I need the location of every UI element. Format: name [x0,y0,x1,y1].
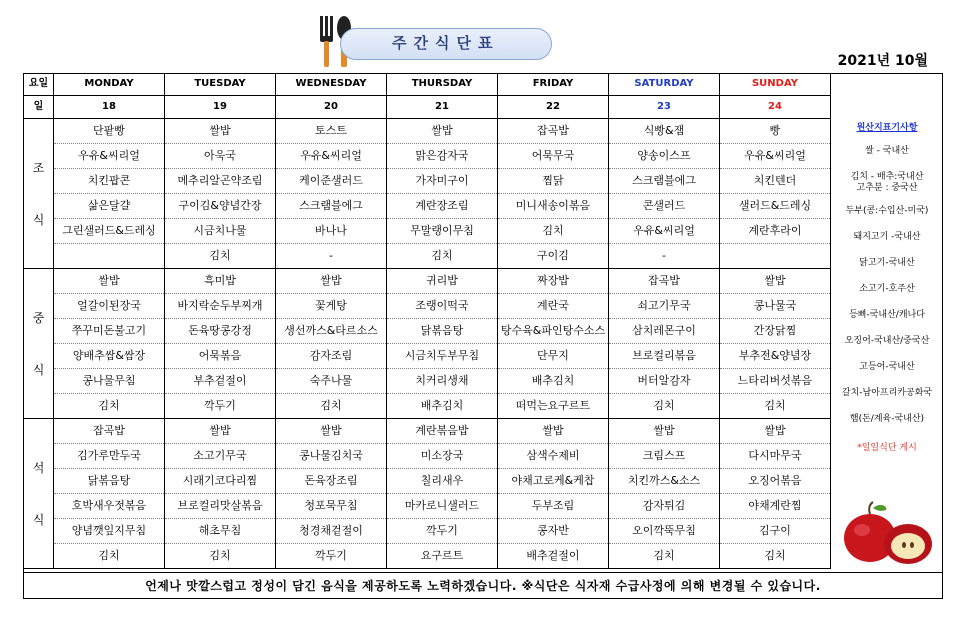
day-name: SUNDAY [720,73,831,96]
menu-item: 삼치레몬구이 [609,319,720,344]
menu-item: 바지락순두부찌개 [165,294,276,319]
menu-item: 김구이 [720,519,831,544]
menu-item: 맑은감자국 [387,144,498,169]
menu-item: 깍두기 [387,519,498,544]
menu-item: 청경채겉절이 [276,519,387,544]
menu-item: 우유&씨리얼 [276,144,387,169]
menu-item: 감자조림 [276,344,387,369]
day-date: 20 [276,96,387,119]
menu-item: 토스트 [276,119,387,144]
origin-title: 원산지표기사항 [856,123,918,133]
menu-row [24,494,831,519]
menu-item: 무말랭이무침 [387,219,498,244]
menu-item: 케이준샐러드 [276,169,387,194]
menu-item: 스크램블에그 [609,169,720,194]
menu-item: 두부조림 [498,494,609,519]
menu-item: 계란볶음밥 [387,419,498,444]
menu-item: 오이깍뚝무침 [609,519,720,544]
header [0,0,972,75]
year-month: 2021년 10월 [837,53,928,69]
origin-item: 오징어-국내산/중국산 [844,336,930,346]
apple-image [840,500,936,566]
menu-row [24,544,831,569]
menu-item: 돈육땅콩강정 [165,319,276,344]
menu-item: 김치 [609,394,720,419]
menu-item: 짜장밥 [498,269,609,294]
menu-item: - [609,244,720,269]
menu-item: 잡곡밥 [54,419,165,444]
menu-item: 닭볶음탕 [387,319,498,344]
menu-item: 야채고로케&케찹 [498,469,609,494]
menu-item: 계란장조림 [387,194,498,219]
menu-item: 쌀밥 [276,269,387,294]
day-name: WEDNESDAY [276,73,387,96]
menu-item: 쌀밥 [720,269,831,294]
origin-item: 돼지고기 -국내산 [853,232,921,242]
menu-item: 해초무침 [165,519,276,544]
menu-row [24,244,831,269]
menu-item: - [276,244,387,269]
menu-item: 쌀밥 [720,419,831,444]
day-name: FRIDAY [498,73,609,96]
menu-item: 단무지 [498,344,609,369]
menu-item: 생선까스&타르소스 [276,319,387,344]
menu-item: 삼색수제비 [498,444,609,469]
day-date: 23 [609,96,720,119]
menu-item: 콩자반 [498,519,609,544]
origin-item: 햄(돈/계육-국내산) [849,414,925,424]
menu-item: 깍두기 [276,544,387,569]
menu-row [24,419,831,444]
menu-item: 계란국 [498,294,609,319]
menu-item: 아욱국 [165,144,276,169]
menu-item: 브로컬리볶음 [609,344,720,369]
menu-item: 김치 [54,394,165,419]
meal-label: 중 식 [24,269,54,419]
menu-item: 배추김치 [498,369,609,394]
menu-item: 빵 [720,119,831,144]
menu-row [24,319,831,344]
menu-item: 콘샐러드 [609,194,720,219]
menu-item: 마카로니샐러드 [387,494,498,519]
menu-item: 구이김&양념간장 [165,194,276,219]
day-name: TUESDAY [165,73,276,96]
menu-row [24,519,831,544]
menu-item: 배추김치 [387,394,498,419]
menu-item: 우유&씨리얼 [720,144,831,169]
menu-item: 김치 [387,244,498,269]
menu-item: 김치 [165,244,276,269]
meal-label: 석 식 [24,419,54,569]
menu-row [24,219,831,244]
menu-item: 김치 [276,394,387,419]
menu-item: 시래기코다리찜 [165,469,276,494]
origin-item: 소고기-호주산 [859,284,915,294]
day-name-row [24,73,831,96]
date-row [24,96,831,119]
menu-item: 김치 [54,544,165,569]
origin-item: 닭고기-국내산 [859,258,915,268]
menu-item: 칠리새우 [387,469,498,494]
day-header-label: 요일 [24,73,54,96]
menu-item: 깍두기 [165,394,276,419]
origin-item: 두부(콩:수입산-미국) [845,206,929,216]
menu-item: 양송이스프 [609,144,720,169]
menu-item: 배추겉절이 [498,544,609,569]
menu-item: 찜닭 [498,169,609,194]
origin-item: 고등어-국내산 [859,362,915,372]
menu-item: 쇠고기무국 [609,294,720,319]
menu-item: 콩나물무침 [54,369,165,394]
menu-item: 얼갈이된장국 [54,294,165,319]
origin-item: 등뼈-국내산/캐나다 [849,310,925,320]
menu-item: 시금치두부무침 [387,344,498,369]
menu-row [24,294,831,319]
menu-item: 부추겉절이 [165,369,276,394]
menu-item: 쌀밥 [498,419,609,444]
origin-item: 쌀 - 국내산 [865,146,909,156]
menu-item: 야채계란찜 [720,494,831,519]
day-date: 21 [387,96,498,119]
origin-panel [831,120,943,453]
menu-item: 버터알감자 [609,369,720,394]
menu-item: 바나나 [276,219,387,244]
day-date: 19 [165,96,276,119]
menu-item: 쌀밥 [165,419,276,444]
day-name: MONDAY [54,73,165,96]
menu-item: 시금치나물 [165,219,276,244]
menu-table [23,73,831,569]
menu-item: 닭볶음탕 [54,469,165,494]
date-header-label: 일 [24,96,54,119]
menu-item: 쌀밥 [54,269,165,294]
menu-item: 치커리생채 [387,369,498,394]
menu-item: 쭈꾸미돈불고기 [54,319,165,344]
menu-item: 미소장국 [387,444,498,469]
menu-item: 어묵볶음 [165,344,276,369]
menu-item: 꽃게탕 [276,294,387,319]
page-title: 주간식단표 [392,34,500,52]
menu-item: 메추리알곤약조림 [165,169,276,194]
menu-item: 잡곡밥 [498,119,609,144]
menu-item [720,244,831,269]
menu-item: 잡곡밥 [609,269,720,294]
menu-row [24,394,831,419]
meal-label: 조 식 [24,119,54,269]
menu-item: 삶은달걀 [54,194,165,219]
menu-row [24,269,831,294]
menu-item: 양배추쌈&쌈장 [54,344,165,369]
menu-item: 치킨팝콘 [54,169,165,194]
menu-row [24,444,831,469]
menu-item: 탕수육&파인탕수소스 [498,319,609,344]
menu-item: 소고기무국 [165,444,276,469]
menu-item: 부추전&양념장 [720,344,831,369]
menu-item: 어묵무국 [498,144,609,169]
origin-item: 김치 - 배추:국내산 고추분 : 중국산 [850,172,924,193]
menu-item: 다시마무국 [720,444,831,469]
menu-item: 치킨텐더 [720,169,831,194]
menu-item: 호박새우젓볶음 [54,494,165,519]
menu-row [24,144,831,169]
menu-item: 떠먹는요구르트 [498,394,609,419]
menu-item: 쌀밥 [165,119,276,144]
menu-item: 콩나물김치국 [276,444,387,469]
menu-item: 돈육장조림 [276,469,387,494]
menu-row [24,344,831,369]
menu-item: 식빵&잼 [609,119,720,144]
daily-menu-note: *일일식단 게시 [857,443,917,453]
menu-item: 청포묵무침 [276,494,387,519]
day-name: SATURDAY [609,73,720,96]
menu-item: 쌀밥 [276,419,387,444]
menu-item: 계란후라이 [720,219,831,244]
menu-item: 우유&씨리얼 [54,144,165,169]
menu-item: 구이김 [498,244,609,269]
menu-item: 그린샐러드&드레싱 [54,219,165,244]
menu-item: 숙주나물 [276,369,387,394]
menu-row [24,119,831,144]
menu-row [24,169,831,194]
menu-row [24,194,831,219]
menu-item: 크림스프 [609,444,720,469]
origin-item: 갈치-남아프리카공화국 [841,388,933,398]
menu-row [24,469,831,494]
menu-item: 김가루만두국 [54,444,165,469]
menu-item: 우유&씨리얼 [609,219,720,244]
menu-item: 김치 [609,544,720,569]
menu-item: 쌀밥 [387,119,498,144]
menu-item: 김치 [498,219,609,244]
footer-notice: 언제나 맛깔스럽고 정성이 담긴 음식을 제공하도록 노력하겠습니다. ※식단은 식자재 수급사정에 의해 변경될 수 있습니다. [23,572,943,600]
menu-item: 가자미구이 [387,169,498,194]
menu-item: 김치 [165,544,276,569]
menu-item: 오징어볶음 [720,469,831,494]
menu-item: 미니새송이볶음 [498,194,609,219]
menu-item: 콩나물국 [720,294,831,319]
menu-item: 스크램블에그 [276,194,387,219]
menu-item: 느타리버섯볶음 [720,369,831,394]
menu-item: 양념깻잎지무침 [54,519,165,544]
menu-item: 샐러드&드레싱 [720,194,831,219]
day-date: 24 [720,96,831,119]
menu-item: 김치 [720,544,831,569]
menu-item: 조랭이떡국 [387,294,498,319]
menu-item: 쌀밥 [609,419,720,444]
menu-item: 요구르트 [387,544,498,569]
menu-item [54,244,165,269]
menu-row [24,369,831,394]
menu-item: 귀리밥 [387,269,498,294]
day-name: THURSDAY [387,73,498,96]
menu-item: 브로컬리맛살볶음 [165,494,276,519]
menu-item: 흑미밥 [165,269,276,294]
menu-item: 단팥빵 [54,119,165,144]
menu-item: 간장닭찜 [720,319,831,344]
menu-item: 김치 [720,394,831,419]
day-date: 22 [498,96,609,119]
day-date: 18 [54,96,165,119]
menu-item: 감자튀김 [609,494,720,519]
menu-item: 치킨까스&소스 [609,469,720,494]
